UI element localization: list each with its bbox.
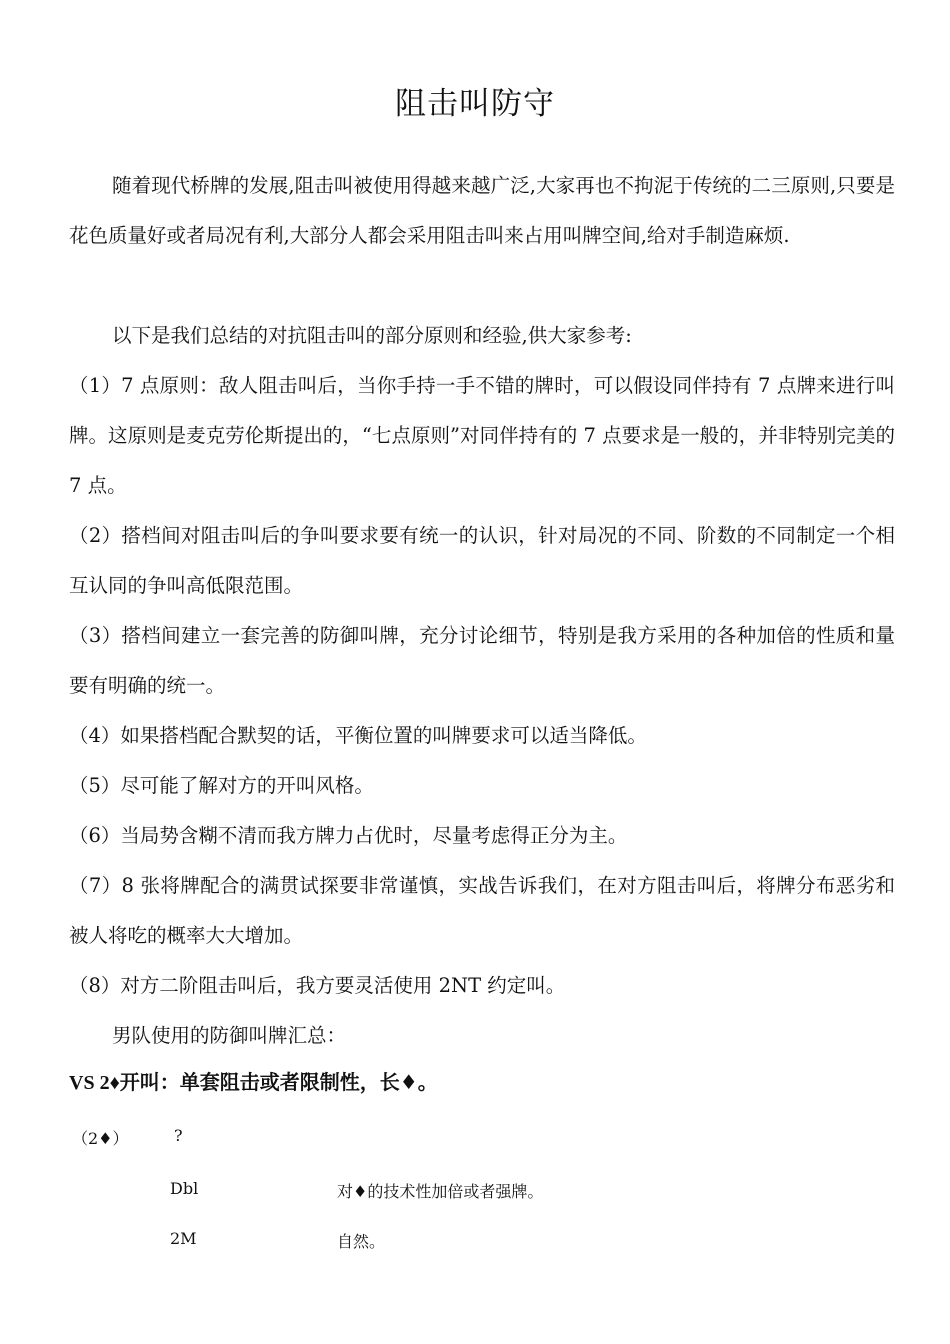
principle-item-4: （4）如果搭档配合默契的话，平衡位置的叫牌要求可以适当降低。	[69, 724, 647, 747]
principle-item-3: （3）搭档间建立一套完善的防御叫牌，充分讨论细节，特别是我方采用的各种加倍的性质和量要有明确的统一。	[69, 624, 895, 697]
section-heading-text: 开叫：单套阻击或者限制性，长♦。	[119, 1070, 438, 1094]
opening-bid: （2♦）	[72, 1129, 129, 1148]
principle-item-2: （2）搭档间对阻击叫后的争叫要求要有统一的认识，针对局况的不同、阶数的不同制定一个相互认同的争叫高低限范围。	[69, 524, 895, 597]
principle-item-7: （7）8 张将牌配合的满贯试探要非常谨慎，实战告诉我们，在对方阻击叫后，将牌分布恶劣和被人将吃的概率大大增加。	[69, 874, 895, 947]
principle-item-1: （1）7 点原则：敌人阻击叫后，当你手持一手不错的牌时，可以假设同伴持有 7 点牌来进行叫牌。这原则是麦克劳伦斯提出的，“七点原则”对同伴持有的 7 点要求是一般的，并非特别完美的 7 点。	[69, 374, 895, 497]
intro-paragraph: 随着现代桥牌的发展,阻击叫被使用得越来越广泛,大家再也不拘泥于传统的二三原则,只要是花色质量好或者局况有利,大部分人都会采用阻击叫来占用叫牌空间,给对手制造麻烦.	[69, 174, 895, 247]
principle-item-8: （8）对方二阶阻击叫后，我方要灵活使用 2NT 约定叫。	[69, 974, 566, 997]
question-mark: ?	[174, 1126, 183, 1145]
section-heading-vs: VS 2♦	[69, 1072, 120, 1094]
principle-item-5: （5）尽可能了解对方的开叫风格。	[69, 774, 374, 797]
principle-item-6: （6）当局势含糊不清而我方牌力占优时，尽量考虑得正分为主。	[69, 824, 628, 847]
bid-meaning: 自然。	[337, 1232, 386, 1251]
intro-paragraph-2: 以下是我们总结的对抗阻击叫的部分原则和经验,供大家参考:	[112, 324, 632, 347]
page-title: 阻击叫防守	[395, 86, 555, 122]
summary-intro: 男队使用的防御叫牌汇总：	[112, 1024, 347, 1047]
section-heading	[69, 1066, 438, 1095]
bid-meaning: 对♦的技术性加倍或者强牌。	[337, 1182, 544, 1201]
bid-cell: Dbl	[170, 1179, 199, 1198]
bid-cell: 2M	[170, 1229, 197, 1248]
